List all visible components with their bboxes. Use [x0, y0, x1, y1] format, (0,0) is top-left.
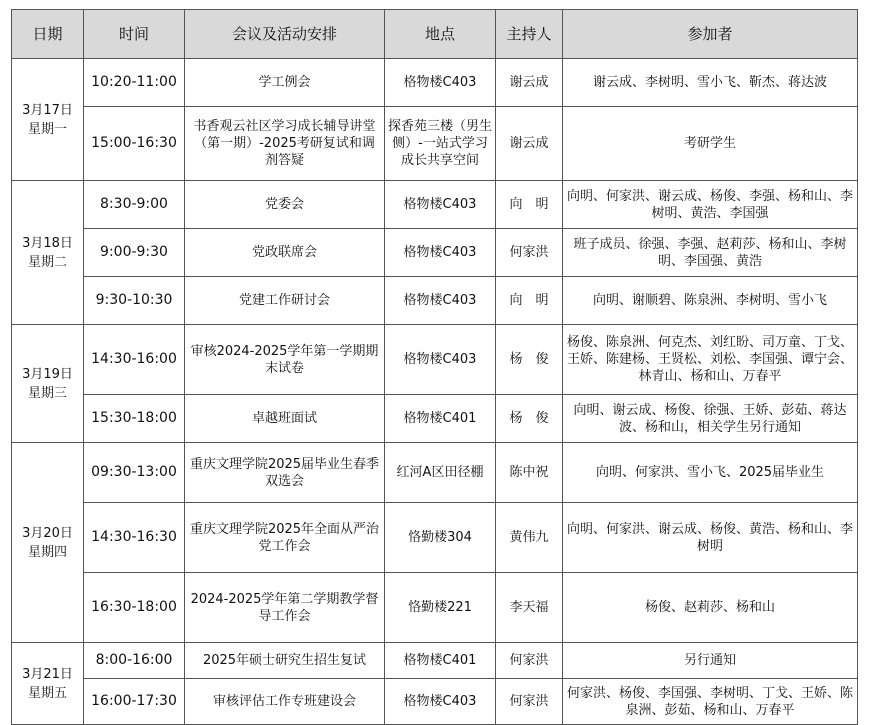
place-cell: 红河A区田径棚 — [385, 443, 496, 503]
date-label: 3月18日 — [22, 235, 73, 251]
weekday-label: 星期二 — [27, 254, 67, 270]
attendees-cell: 班子成员、徐强、李强、赵莉莎、杨和山、李树明、李国强、黄浩 — [563, 229, 858, 277]
place-cell: 恪勤楼304 — [385, 503, 496, 573]
event-cell: 重庆文理学院2025年全面从严治党工作会 — [185, 503, 385, 573]
table-row — [12, 503, 858, 573]
event-cell: 党委会 — [185, 181, 385, 229]
place-cell: 格物楼C403 — [385, 229, 496, 277]
place-cell: 格物楼C403 — [385, 325, 496, 395]
event-cell: 党政联席会 — [185, 229, 385, 277]
host-cell: 李天福 — [496, 573, 563, 643]
place-cell: 格物楼C401 — [385, 643, 496, 679]
event-cell: 卓越班面试 — [185, 395, 385, 443]
event-cell: 党建工作研讨会 — [185, 277, 385, 325]
header-host: 主持人 — [496, 10, 563, 59]
date-cell — [12, 643, 84, 725]
event-cell: 2024-2025学年第二学期教学督导工作会 — [185, 573, 385, 643]
place-cell: 恪勤楼221 — [385, 573, 496, 643]
host-cell: 何家洪 — [496, 643, 563, 679]
place-cell: 格物楼C403 — [385, 277, 496, 325]
date-cell — [12, 325, 84, 443]
table-row — [12, 59, 858, 107]
table-row — [12, 107, 858, 181]
attendees-cell: 杨俊、陈泉洲、何克杰、刘红盼、司万童、丁戈、王娇、陈建杨、王贤松、刘松、李国强、谭宁会、林青山、杨和山、万春平 — [563, 325, 858, 395]
event-cell: 书香观云社区学习成长辅导讲堂（第一期）-2025考研复试和调剂答疑 — [185, 107, 385, 181]
time-cell: 9:30-10:30 — [84, 277, 185, 325]
place-cell: 格物楼C401 — [385, 395, 496, 443]
table-row — [12, 229, 858, 277]
attendees-cell: 另行通知 — [563, 643, 858, 679]
time-cell: 8:30-9:00 — [84, 181, 185, 229]
header-date: 日期 — [12, 10, 84, 59]
attendees-cell: 杨俊、赵莉莎、杨和山 — [563, 573, 858, 643]
event-cell: 审核评估工作专班建设会 — [185, 679, 385, 725]
time-cell: 15:30-18:00 — [84, 395, 185, 443]
place-cell: 格物楼C403 — [385, 59, 496, 107]
host-cell: 何家洪 — [496, 679, 563, 725]
attendees-cell: 向明、何家洪、谢云成、杨俊、黄浩、杨和山、李树明 — [563, 503, 858, 573]
place-cell: 探香苑三楼（男生侧）-一站式学习成长共享空间 — [385, 107, 496, 181]
host-cell: 谢云成 — [496, 59, 563, 107]
header-time: 时间 — [84, 10, 185, 59]
date-cell — [12, 443, 84, 643]
time-cell: 9:00-9:30 — [84, 229, 185, 277]
date-cell — [12, 181, 84, 325]
date-label: 3月19日 — [22, 366, 73, 382]
host-cell: 向 明 — [496, 181, 563, 229]
date-cell — [12, 59, 84, 181]
weekday-label: 星期五 — [27, 685, 67, 701]
time-cell: 8:00-16:00 — [84, 643, 185, 679]
host-cell: 杨 俊 — [496, 325, 563, 395]
attendees-cell: 考研学生 — [563, 107, 858, 181]
table-row — [12, 277, 858, 325]
event-cell: 学工例会 — [185, 59, 385, 107]
attendees-cell: 谢云成、李树明、雪小飞、靳杰、蒋达波 — [563, 59, 858, 107]
header-place: 地点 — [385, 10, 496, 59]
table-row — [12, 325, 858, 395]
attendees-cell: 向明、何家洪、雪小飞、2025届毕业生 — [563, 443, 858, 503]
table-row — [12, 573, 858, 643]
time-cell: 15:00-16:30 — [84, 107, 185, 181]
host-cell: 谢云成 — [496, 107, 563, 181]
header-attendees: 参加者 — [563, 10, 858, 59]
event-cell: 审核2024-2025学年第一学期期末试卷 — [185, 325, 385, 395]
host-cell: 黄伟九 — [496, 503, 563, 573]
date-label: 3月17日 — [22, 102, 73, 118]
table-row — [12, 181, 858, 229]
table-row — [12, 643, 858, 679]
time-cell: 16:30-18:00 — [84, 573, 185, 643]
host-cell: 杨 俊 — [496, 395, 563, 443]
time-cell: 14:30-16:00 — [84, 325, 185, 395]
table-row — [12, 395, 858, 443]
date-label: 3月21日 — [22, 666, 73, 682]
attendees-cell: 向明、何家洪、谢云成、杨俊、李强、杨和山、李树明、黄浩、李国强 — [563, 181, 858, 229]
host-cell: 陈中祝 — [496, 443, 563, 503]
table-row — [12, 679, 858, 725]
place-cell: 格物楼C403 — [385, 679, 496, 725]
table-row — [12, 443, 858, 503]
date-label: 3月20日 — [22, 525, 73, 541]
weekday-label: 星期三 — [27, 385, 67, 401]
place-cell: 格物楼C403 — [385, 181, 496, 229]
time-cell: 10:20-11:00 — [84, 59, 185, 107]
time-cell: 14:30-16:30 — [84, 503, 185, 573]
weekday-label: 星期四 — [27, 544, 67, 560]
host-cell: 何家洪 — [496, 229, 563, 277]
weekday-label: 星期一 — [27, 121, 67, 137]
header-row — [12, 10, 858, 59]
event-cell: 2025年硕士研究生招生复试 — [185, 643, 385, 679]
event-cell: 重庆文理学院2025届毕业生春季双选会 — [185, 443, 385, 503]
schedule-table — [11, 9, 858, 725]
attendees-cell: 何家洪、杨俊、李国强、李树明、丁戈、王娇、陈泉洲、彭茹、杨和山、万春平 — [563, 679, 858, 725]
attendees-cell: 向明、谢顺碧、陈泉洲、李树明、雪小飞 — [563, 277, 858, 325]
time-cell: 09:30-13:00 — [84, 443, 185, 503]
attendees-cell: 向明、谢云成、杨俊、徐强、王娇、彭茹、蒋达波、杨和山，相关学生另行通知 — [563, 395, 858, 443]
header-event: 会议及活动安排 — [185, 10, 385, 59]
host-cell: 向 明 — [496, 277, 563, 325]
time-cell: 16:00-17:30 — [84, 679, 185, 725]
schedule-body — [12, 59, 858, 725]
